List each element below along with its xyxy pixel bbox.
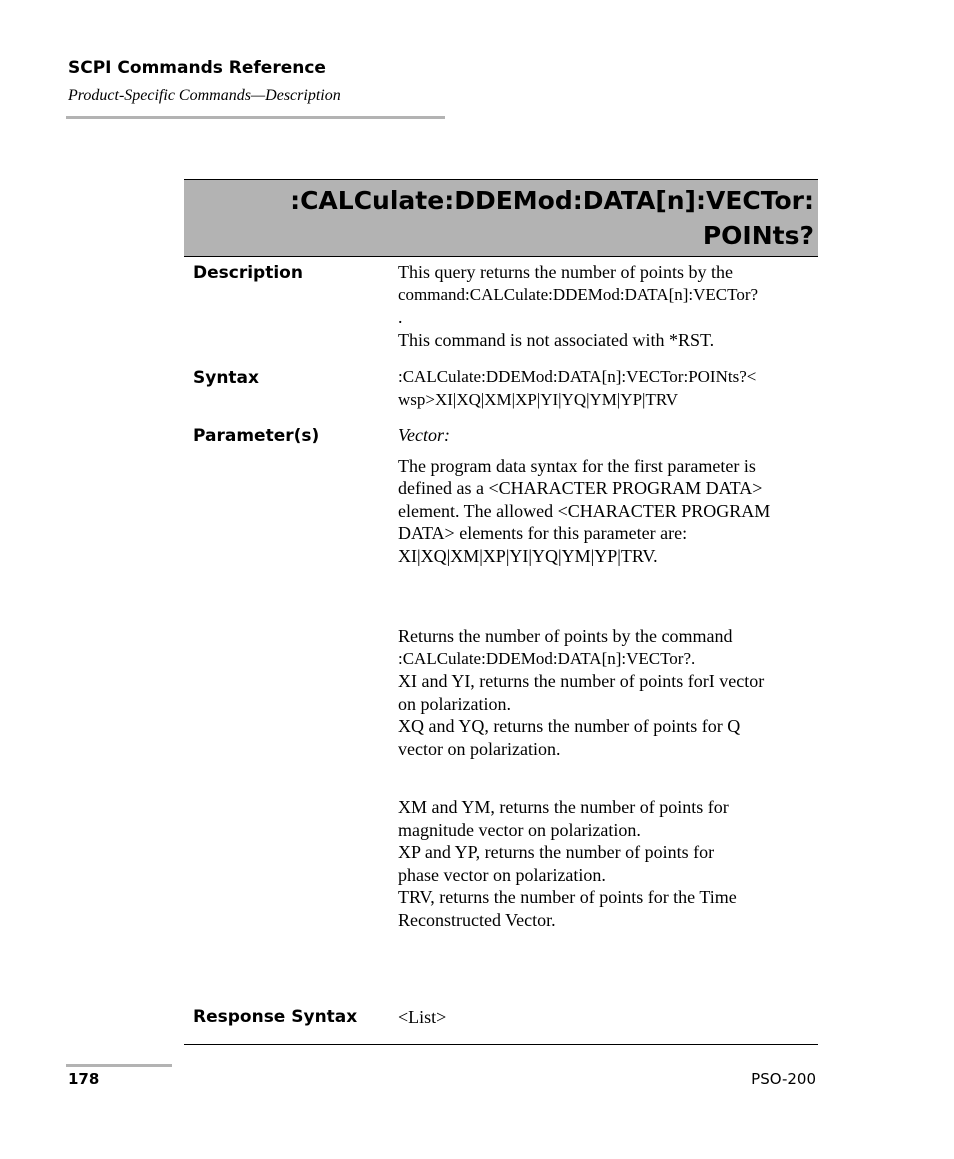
parameter-line: Reconstructed Vector. <box>398 909 556 930</box>
parameter-line: DATA> elements for this parameter are: <box>398 523 688 543</box>
parameter-line: vector on polarization. <box>398 738 561 759</box>
parameter-line: XP and YP, returns the number of points for <box>398 842 715 862</box>
page-number: 178 <box>68 1070 100 1088</box>
parameter-line: Returns the number of points by the command <box>398 626 733 646</box>
parameter-values-1 <box>398 625 818 760</box>
syntax-line: wsp>XI|XQ|XM|XP|YI|YQ|YM|YP|TRV <box>398 389 679 409</box>
description-line: command:CALCulate:DDEMod:DATA[n]:VECTor? <box>398 284 759 304</box>
parameter-definition <box>398 455 818 568</box>
parameter-values-2 <box>398 796 818 931</box>
description-line: This command is not associated with *RST. <box>398 329 715 350</box>
header-rule <box>66 116 445 119</box>
parameter-line: XI and YI, returns the number of points forI vector <box>398 671 765 691</box>
running-head-subtitle: Product-Specific Commands—Description <box>68 87 341 104</box>
description-content <box>398 261 818 351</box>
parameter-line: XM and YM, returns the number of points for <box>398 797 729 817</box>
parameter-line: XI|XQ|XM|XP|YI|YQ|YM|YP|TRV. <box>398 545 658 566</box>
parameters-label: Parameter(s) <box>193 426 320 446</box>
description-line: This query returns the number of points by the <box>398 262 733 282</box>
command-banner <box>184 179 818 257</box>
description-line: . <box>398 307 403 327</box>
parameter-line: on polarization. <box>398 693 511 714</box>
parameter-line: TRV, returns the number of points for the Time <box>398 887 737 907</box>
parameter-line: magnitude vector on polarization. <box>398 819 641 840</box>
command-title <box>290 183 814 253</box>
parameter-line: phase vector on polarization. <box>398 864 606 885</box>
syntax-line: :CALCulate:DDEMod:DATA[n]:VECTor:POINts?< <box>398 367 757 386</box>
running-head-title: SCPI Commands Reference <box>68 58 326 78</box>
product-code: PSO-200 <box>751 1070 816 1088</box>
parameters-entry <box>184 424 818 1004</box>
syntax-entry <box>184 366 818 424</box>
parameter-line: element. The allowed <CHARACTER PROGRAM <box>398 500 771 521</box>
description-entry <box>184 258 818 366</box>
response-label: Response Syntax <box>193 1007 358 1027</box>
parameter-line: defined as a <CHARACTER PROGRAM DATA> <box>398 478 763 498</box>
command-title-line-1: :CALCulate:DDEMod:DATA[n]:VECTor: <box>290 186 814 215</box>
response-value: <List> <box>398 1007 447 1027</box>
syntax-label: Syntax <box>193 368 259 388</box>
description-label: Description <box>193 263 303 283</box>
parameter-line: XQ and YQ, returns the number of points for Q <box>398 716 741 736</box>
parameters-content <box>398 424 818 931</box>
parameter-line: The program data syntax for the first parameter is <box>398 455 756 476</box>
running-head <box>68 56 341 107</box>
footer-rule <box>66 1064 172 1067</box>
command-title-line-2: POINts? <box>702 221 814 250</box>
response-content <box>398 1006 818 1029</box>
parameter-name: Vector: <box>398 425 450 445</box>
response-entry <box>184 1004 818 1045</box>
command-entries <box>184 258 818 1045</box>
parameter-line: :CALCulate:DDEMod:DATA[n]:VECTor?. <box>398 648 696 668</box>
syntax-content <box>398 366 818 411</box>
